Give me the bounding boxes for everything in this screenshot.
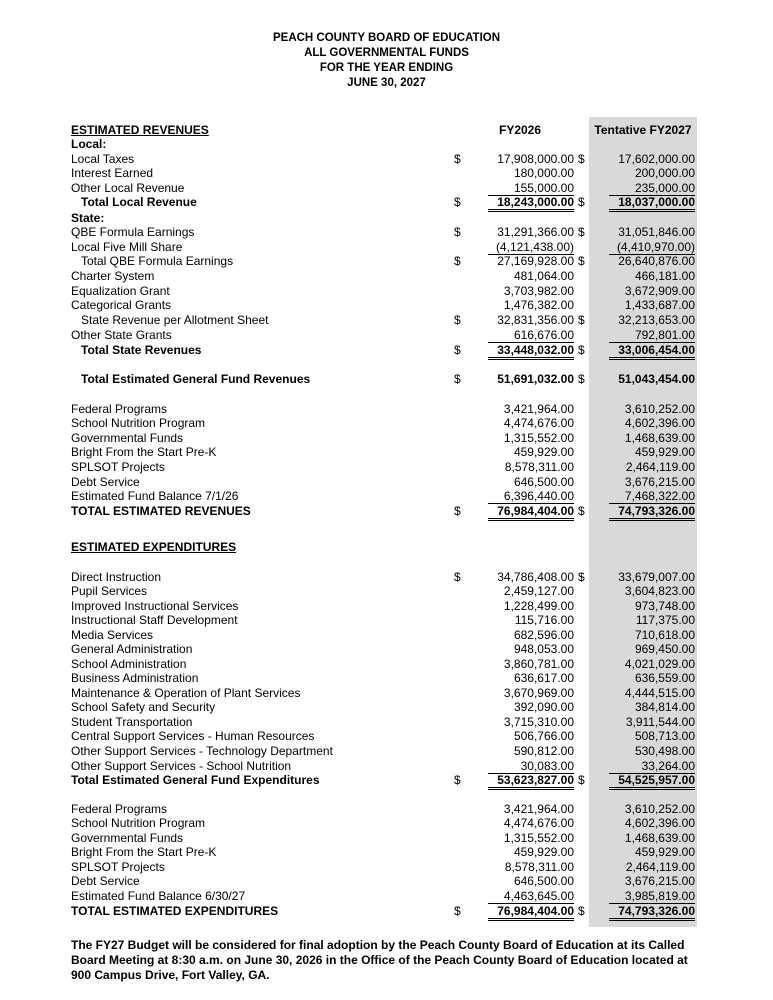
- row-label: QBE Formula Earnings: [71, 225, 195, 239]
- fy2026-value: 17,908,000.00: [497, 152, 574, 166]
- row-label: Governmental Funds: [71, 831, 184, 845]
- row-label: TOTAL ESTIMATED REVENUES: [71, 504, 251, 518]
- dollar-sign: $: [454, 343, 461, 357]
- underline-fy2027: [609, 209, 695, 210]
- fy2026-value: 1,315,552.00: [503, 431, 574, 445]
- fy2026-value: 33,448,032.00: [497, 343, 574, 357]
- fy2026-value: 4,463,645.00: [503, 889, 574, 903]
- underline-fy2026: [488, 918, 574, 919]
- fy2027-value: 17,602,000.00: [618, 152, 695, 166]
- fy2027-value: 33,679,007.00: [618, 570, 695, 584]
- row-label: Total QBE Formula Earnings: [81, 254, 234, 268]
- fy2026-value: 3,670,969.00: [503, 686, 574, 700]
- fy2026-value: 115,716.00: [514, 613, 574, 627]
- fy2026-value: 646,500.00: [513, 874, 574, 888]
- fy2026-value: 3,703,982.00: [503, 284, 574, 298]
- row-label: Estimated Fund Balance 6/30/27: [71, 889, 246, 903]
- fy2026-value: 4,474,676.00: [503, 416, 574, 430]
- col-header-fy2027: Tentative FY2027: [594, 123, 692, 137]
- row-label: Direct Instruction: [71, 570, 162, 584]
- row-label: Estimated Fund Balance 7/1/26: [71, 489, 239, 503]
- fy2026-value: 590,812.00: [513, 744, 574, 758]
- fy2027-value: 3,672,909.00: [624, 284, 695, 298]
- underline-fy2027: [609, 518, 695, 519]
- double-underline-fy2027: [609, 520, 695, 521]
- dollar-sign: $: [454, 372, 461, 386]
- fy2027-value: 508,713.00: [634, 729, 695, 743]
- fy2027-value: 2,464,119.00: [625, 860, 695, 874]
- fy2026-value: 18,243,000.00: [497, 195, 574, 209]
- dollar-sign: $: [454, 313, 461, 327]
- fy2027-value: 32,213,653.00: [618, 313, 695, 327]
- fy2027-value: 74,793,326.00: [618, 904, 695, 918]
- fy2027-value: 31,051,846.00: [618, 225, 695, 239]
- fy2027-value: 3,676,215.00: [624, 874, 695, 888]
- double-underline-fy2027: [609, 359, 695, 360]
- fy2027-value: 235,000.00: [634, 181, 695, 195]
- double-underline-fy2027: [609, 789, 695, 790]
- fy2027-value: 636,559.00: [634, 671, 695, 685]
- row-label: Equalization Grant: [71, 284, 170, 298]
- dollar-sign: $: [578, 225, 585, 239]
- fy2026-value: 4,474,676.00: [503, 816, 574, 830]
- dollar-sign: $: [578, 372, 585, 386]
- fy2027-value: 4,021,029.00: [624, 657, 695, 671]
- dollar-sign: $: [454, 195, 461, 209]
- row-label: Improved Instructional Services: [71, 599, 239, 613]
- fy2026-value: 506,766.00: [513, 729, 574, 743]
- fy2027-value: 26,640,876.00: [618, 254, 695, 268]
- dollar-sign: $: [454, 773, 461, 787]
- fy2027-value: 18,037,000.00: [618, 195, 695, 209]
- fy2026-value: 180,000.00: [513, 166, 574, 180]
- fy2027-value: 1,433,687.00: [624, 298, 695, 312]
- fy2027-value: 3,985,819.00: [624, 889, 695, 903]
- double-underline-fy2027: [609, 211, 695, 212]
- underline-fy2026: [488, 787, 574, 788]
- fy2026-value: 616,676.00: [513, 328, 574, 342]
- fy2026-value: 481,064.00: [513, 269, 574, 283]
- fy2027-value: 200,000.00: [634, 166, 695, 180]
- org-title: PEACH COUNTY BOARD OF EDUCATION: [272, 32, 501, 44]
- fy2026-value: 53,623,827.00: [497, 773, 574, 787]
- row-label: Total State Revenues: [81, 343, 202, 357]
- row-label: SPLSOT Projects: [71, 460, 165, 474]
- fy2027-value: 1,468,639.00: [624, 831, 695, 845]
- fy2027-value: 51,043,454.00: [618, 372, 695, 386]
- col-header-fy2026: FY2026: [498, 123, 542, 137]
- fy2026-value: 3,421,964.00: [503, 402, 574, 416]
- double-underline-fy2026: [488, 920, 574, 921]
- row-label: School Safety and Security: [71, 700, 216, 714]
- double-underline-fy2026: [488, 211, 574, 212]
- row-label: Federal Programs: [71, 802, 168, 816]
- fy2026-value: 682,596.00: [513, 628, 574, 642]
- fy2027-value: 459,929.00: [634, 845, 695, 859]
- row-label: School Administration: [71, 657, 187, 671]
- fy2026-value: 8,578,311.00: [504, 860, 574, 874]
- fy2027-value: 384,814.00: [634, 700, 695, 714]
- fy2026-value: 459,929.00: [513, 445, 574, 459]
- dollar-sign: $: [454, 152, 461, 166]
- fy2026-value: 8,578,311.00: [504, 460, 574, 474]
- period-title: FOR THE YEAR ENDING: [319, 62, 454, 74]
- row-label: Other Support Services - School Nutrition: [71, 759, 292, 773]
- fy2027-value: 459,929.00: [634, 445, 695, 459]
- row-label: TOTAL ESTIMATED EXPENDITURES: [71, 904, 279, 918]
- fy2026-value: 76,984,404.00: [497, 504, 574, 518]
- fy2026-value: 3,715,310.00: [503, 715, 574, 729]
- double-underline-fy2027: [609, 920, 695, 921]
- fy2026-value: 51,691,032.00: [497, 372, 574, 386]
- dollar-sign: $: [578, 570, 585, 584]
- dollar-sign: $: [578, 313, 585, 327]
- fy2027-value: 792,801.00: [634, 328, 695, 342]
- double-underline-fy2026: [488, 520, 574, 521]
- fy2027-value: 973,748.00: [634, 599, 695, 613]
- fy2027-value: 710,618.00: [634, 628, 695, 642]
- fy2026-value: 34,786,408.00: [497, 570, 574, 584]
- row-label: Student Transportation: [71, 715, 193, 729]
- fy2027-value: 4,444,515.00: [624, 686, 695, 700]
- state-subtitle: State:: [71, 211, 105, 225]
- row-label: Media Services: [71, 628, 154, 642]
- row-label: Interest Earned: [71, 166, 154, 180]
- fy2027-value: 969,450.00: [634, 642, 695, 656]
- row-label: Categorical Grants: [71, 298, 172, 312]
- underline-fy2027: [609, 787, 695, 788]
- fy2027-value: 3,610,252.00: [624, 802, 695, 816]
- dollar-sign: $: [578, 152, 585, 166]
- fy2027-value: 3,604,823.00: [624, 584, 695, 598]
- dollar-sign: $: [578, 195, 585, 209]
- fy2026-value: 155,000.00: [513, 181, 574, 195]
- row-label: Total Local Revenue: [81, 195, 197, 209]
- dollar-sign: $: [578, 904, 585, 918]
- row-label: State Revenue per Allotment Sheet: [81, 313, 269, 327]
- fy2026-value: 3,860,781.00: [503, 657, 574, 671]
- fy2026-value: 32,831,356.00: [497, 313, 574, 327]
- fy2027-value: 33,006,454.00: [618, 343, 695, 357]
- fy2027-value: 3,911,544.00: [625, 715, 695, 729]
- fy2026-value: 646,500.00: [513, 475, 574, 489]
- underline-fy2027: [609, 357, 695, 358]
- row-label: Other Local Revenue: [71, 181, 185, 195]
- fy2027-value: 1,468,639.00: [624, 431, 695, 445]
- fy2026-value: 636,617.00: [513, 671, 574, 685]
- row-label: Governmental Funds: [71, 431, 184, 445]
- row-label: Bright From the Start Pre-K: [71, 845, 217, 859]
- fy2027-value: 54,525,957.00: [618, 773, 695, 787]
- dollar-sign: $: [578, 773, 585, 787]
- fy2027-value: 4,602,396.00: [624, 816, 695, 830]
- dollar-sign: $: [578, 254, 585, 268]
- fy2026-value: 1,476,382.00: [503, 298, 574, 312]
- fy2026-value: 392,090.00: [513, 700, 574, 714]
- fy2026-value: 27,169,928.00: [497, 254, 574, 268]
- fy2026-value: 31,291,366.00: [497, 225, 574, 239]
- period-date: JUNE 30, 2027: [347, 77, 426, 89]
- fy2027-value: 466,181.00: [634, 269, 695, 283]
- row-label: General Administration: [71, 642, 193, 656]
- row-label: Pupil Services: [71, 584, 148, 598]
- underline-fy2026: [488, 209, 574, 210]
- row-label: Local Taxes: [71, 152, 135, 166]
- fy2026-value: 1,228,499.00: [503, 599, 574, 613]
- dollar-sign: $: [578, 343, 585, 357]
- dollar-sign: $: [454, 904, 461, 918]
- fy2026-value: 2,459,127.00: [503, 584, 574, 598]
- double-underline-fy2026: [488, 359, 574, 360]
- fy2026-value: 459,929.00: [513, 845, 574, 859]
- row-label: Instructional Staff Development: [71, 613, 238, 627]
- row-label: Business Administration: [71, 671, 199, 685]
- expenditures-title: ESTIMATED EXPENDITURES: [71, 540, 237, 554]
- fy2026-value: (4,121,438.00): [495, 240, 574, 254]
- dollar-sign: $: [578, 504, 585, 518]
- fy2027-value: 530,498.00: [634, 744, 695, 758]
- fy2027-value: (4,410,970.00): [616, 240, 695, 254]
- fy2027-value: 74,793,326.00: [618, 504, 695, 518]
- fy2027-value: 3,676,215.00: [624, 475, 695, 489]
- fy2026-value: 6,396,440.00: [503, 489, 574, 503]
- revenues-title: ESTIMATED REVENUES: [71, 123, 209, 137]
- underline-fy2026: [488, 518, 574, 519]
- row-label: Federal Programs: [71, 402, 168, 416]
- double-underline-fy2026: [488, 789, 574, 790]
- row-label: Bright From the Start Pre-K: [71, 445, 217, 459]
- fy2026-value: 3,421,964.00: [503, 802, 574, 816]
- underline-fy2026: [488, 357, 574, 358]
- local-subtitle: Local:: [71, 137, 107, 151]
- funds-title: ALL GOVERNMENTAL FUNDS: [304, 47, 469, 59]
- adoption-notice: The FY27 Budget will be considered for final adoption by the Peach County Board of Education at its Called Board Meeting at 8:30 a.m. on June 30, 2026 in the Office of the Peach County Board of Education located at 900 Campus Drive, Fort Valley, GA.: [71, 938, 688, 982]
- dollar-sign: $: [454, 225, 461, 239]
- row-label: Debt Service: [71, 475, 140, 489]
- fy2026-value: 76,984,404.00: [497, 904, 574, 918]
- dollar-sign: $: [454, 570, 461, 584]
- fy2027-value: 4,602,396.00: [624, 416, 695, 430]
- fy2026-value: 1,315,552.00: [503, 831, 574, 845]
- row-label: SPLSOT Projects: [71, 860, 165, 874]
- row-label: Other Support Services - Technology Department: [71, 744, 333, 758]
- fy2027-value: 7,468,322.00: [624, 489, 695, 503]
- row-label: Debt Service: [71, 874, 140, 888]
- row-label: School Nutrition Program: [71, 816, 206, 830]
- row-label: Total Estimated General Fund Revenues: [81, 372, 311, 386]
- dollar-sign: $: [454, 254, 461, 268]
- row-label: School Nutrition Program: [71, 416, 206, 430]
- fy2027-value: 3,610,252.00: [624, 402, 695, 416]
- dollar-sign: $: [454, 504, 461, 518]
- row-label: Local Five Mill Share: [71, 240, 183, 254]
- row-label: Charter System: [71, 269, 155, 283]
- fy2027-value: 33,264.00: [641, 759, 695, 773]
- row-label: Central Support Services - Human Resources: [71, 729, 315, 743]
- fy2027-value: 2,464,119.00: [625, 460, 695, 474]
- fy2026-value: 948,053.00: [513, 642, 574, 656]
- underline-fy2027: [609, 918, 695, 919]
- fy2026-value: 30,083.00: [520, 759, 574, 773]
- fy2027-value: 117,375.00: [635, 613, 695, 627]
- row-label: Total Estimated General Fund Expenditures: [71, 773, 320, 787]
- row-label: Maintenance & Operation of Plant Services: [71, 686, 301, 700]
- row-label: Other State Grants: [71, 328, 172, 342]
